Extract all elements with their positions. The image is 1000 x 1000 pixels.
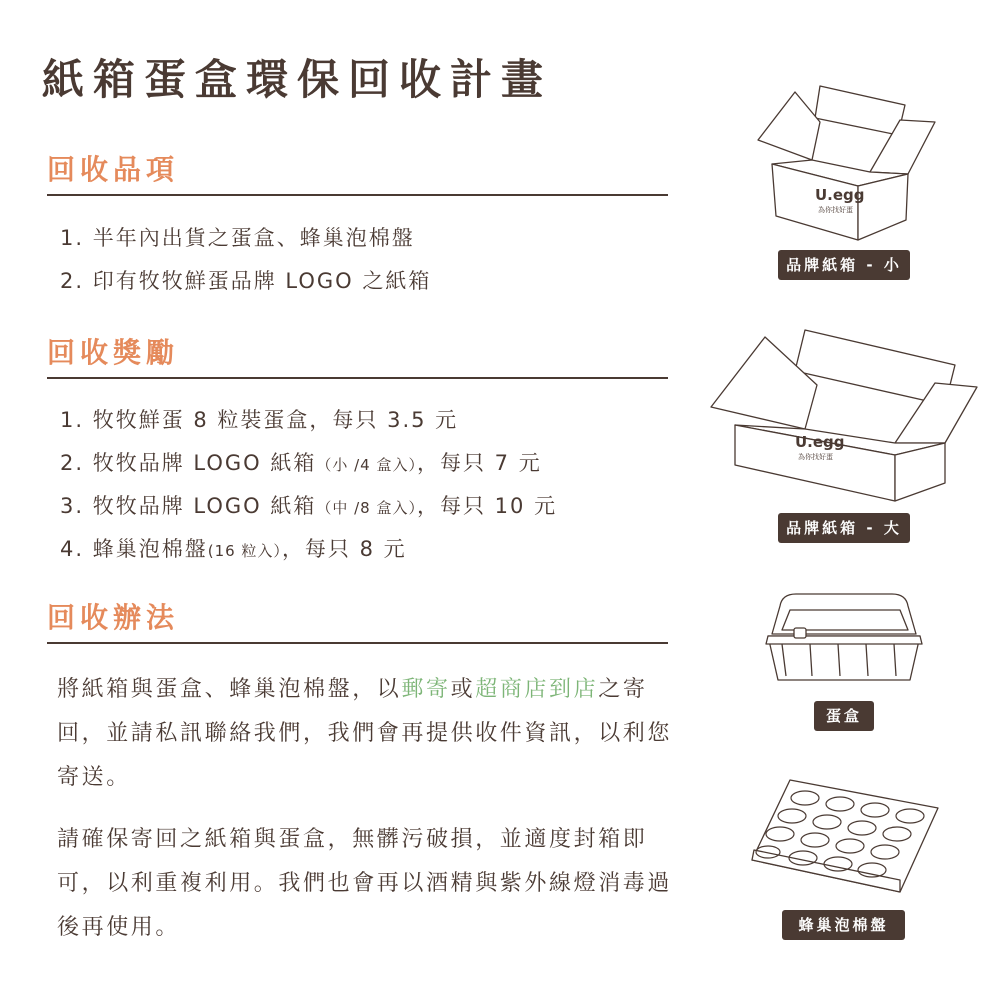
- label-foam-tray: 蜂巢泡棉盤: [782, 910, 905, 940]
- list-item: 2. 印有牧牧鮮蛋品牌 LOGO 之紙箱: [60, 269, 432, 293]
- method-highlight-mail: 郵寄: [401, 677, 451, 702]
- reward-note: （小 /4 盒入）: [316, 456, 417, 474]
- reward-text: 3. 牧牧品牌 LOGO 紙箱: [60, 494, 317, 518]
- reward-price: ，每只 7 元: [417, 451, 542, 475]
- logo-slogan: 為你找好蛋: [818, 206, 853, 214]
- method-paragraph-2: 請確保寄回之紙箱與蛋盒，無髒污破損，並適度封箱即可，以利重複利用。我們也會再以酒精與紫外線燈消毒過後再使用。: [57, 827, 673, 940]
- logo-slogan: 為你找好蛋: [798, 453, 833, 461]
- label-egg-carton: 蛋盒: [814, 701, 874, 731]
- list-item: [60, 531, 557, 574]
- reward-note: （中 /8 盒入）: [316, 499, 417, 517]
- list-item: [60, 445, 557, 488]
- large-box-illustration: [705, 325, 985, 510]
- small-box-illustration: [750, 80, 940, 250]
- list-item: [60, 402, 557, 445]
- method-paragraph-1: [57, 668, 672, 800]
- reward-price: ，每只 10 元: [417, 494, 558, 518]
- method-text: 或: [450, 677, 476, 702]
- section-heading-rewards: [47, 333, 668, 379]
- section-heading-method-label: 回收辦法: [47, 601, 180, 634]
- label-small-box: 品牌紙箱 - 小: [778, 250, 910, 280]
- reward-price: ，每只 8 元: [281, 537, 407, 561]
- label-large-box: 品牌紙箱 - 大: [778, 513, 910, 543]
- reward-text: 1. 牧牧鮮蛋 8 粒裝蛋盒，每只 3.5 元: [60, 408, 459, 432]
- list-item: [60, 488, 557, 531]
- section-heading-items: [47, 150, 668, 196]
- section-heading-rewards-label: 回收獎勵: [47, 336, 180, 369]
- reward-note: (16 粒入）: [207, 542, 282, 560]
- section-heading-method: [47, 598, 668, 644]
- reward-text: 4. 蜂巢泡棉盤: [60, 537, 208, 561]
- method-text: 之寄回，並請私訊聯絡我們，我們會再提供收件資訊，以利您寄送。: [57, 677, 673, 790]
- method-highlight-store: 超商店到店: [475, 677, 599, 702]
- egg-carton-illustration: [760, 588, 930, 693]
- logo-text: U.egg: [815, 186, 865, 204]
- foam-tray-illustration: [750, 770, 940, 895]
- rewards-list: [60, 402, 557, 574]
- page-title: 紙箱蛋盒環保回收計畫: [42, 55, 553, 104]
- list-item: 1. 半年內出貨之蛋盒、蜂巢泡棉盤: [60, 226, 415, 250]
- section-heading-items-label: 回收品項: [47, 153, 180, 186]
- recycle-items-list: [60, 220, 431, 306]
- logo-text: U.egg: [795, 433, 845, 451]
- method-text: 將紙箱與蛋盒、蜂巢泡棉盤，以: [57, 677, 402, 702]
- reward-text: 2. 牧牧品牌 LOGO 紙箱: [60, 451, 317, 475]
